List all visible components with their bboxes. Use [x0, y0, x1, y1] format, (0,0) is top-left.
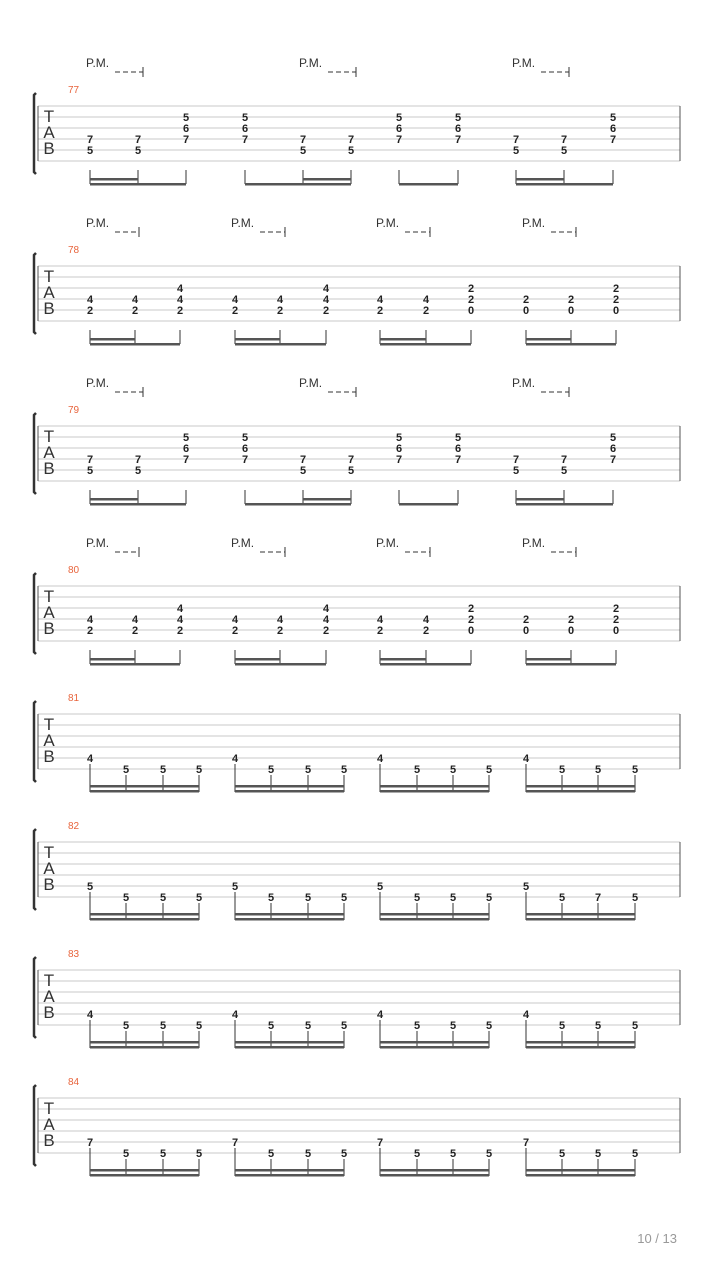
fret-number: 5	[413, 892, 421, 904]
staff-bracket	[34, 253, 36, 334]
fret-number: 2	[467, 614, 475, 626]
fret-number: 5	[267, 892, 275, 904]
fret-number: 5	[159, 1020, 167, 1032]
fret-number: 5	[560, 465, 568, 477]
beam-secondary	[90, 178, 138, 181]
beam-secondary	[516, 498, 564, 501]
tab-clef-letter: A	[43, 283, 55, 302]
fret-number: 5	[241, 112, 249, 124]
fret-number: 5	[267, 1020, 275, 1032]
fret-number: 0	[467, 305, 475, 317]
palm-mute-label: P.M.	[522, 216, 546, 230]
fret-number: 6	[609, 123, 617, 135]
beam-secondary	[90, 498, 138, 501]
fret-number: 7	[241, 134, 249, 146]
fret-number: 4	[176, 294, 184, 306]
fret-number: 2	[467, 283, 475, 295]
beam-primary	[380, 1041, 489, 1044]
beam-secondary	[235, 658, 280, 661]
staff-bracket	[34, 829, 36, 910]
fret-number: 7	[231, 1137, 239, 1149]
fret-number: 5	[485, 1020, 493, 1032]
fret-number: 4	[231, 294, 239, 306]
fret-number: 5	[454, 112, 462, 124]
tab-clef-letter: B	[43, 875, 55, 894]
fret-number: 7	[376, 1137, 384, 1149]
beam-secondary	[90, 790, 199, 793]
fret-number: 5	[395, 432, 403, 444]
measure-number: 79	[68, 405, 80, 416]
fret-number: 7	[395, 454, 403, 466]
fret-number: 5	[267, 764, 275, 776]
system-81	[34, 693, 680, 793]
fret-number: 4	[86, 753, 94, 765]
fret-number: 5	[182, 112, 190, 124]
fret-number: 5	[340, 764, 348, 776]
fret-number: 4	[131, 294, 139, 306]
fret-number: 5	[631, 764, 639, 776]
palm-mute-label: P.M.	[376, 536, 400, 550]
beam-primary	[526, 913, 635, 916]
fret-number: 5	[182, 432, 190, 444]
fret-number: 7	[454, 134, 462, 146]
fret-number: 5	[413, 1020, 421, 1032]
staff-bracket	[34, 701, 36, 782]
palm-mute-label: P.M.	[86, 536, 110, 550]
fret-number: 5	[304, 892, 312, 904]
fret-number: 2	[612, 294, 620, 306]
fret-number: 4	[376, 614, 384, 626]
fret-number: 6	[241, 123, 249, 135]
palm-mute-label: P.M.	[86, 216, 110, 230]
beam-primary	[526, 663, 616, 666]
fret-number: 5	[413, 764, 421, 776]
tab-clef-letter: A	[43, 731, 55, 750]
beam-primary	[90, 343, 180, 346]
measure-number: 81	[68, 693, 80, 704]
fret-number: 6	[395, 123, 403, 135]
tab-clef-letter: A	[43, 603, 55, 622]
beam-primary	[399, 503, 458, 506]
fret-number: 5	[241, 432, 249, 444]
fret-number: 7	[512, 134, 520, 146]
fret-number: 2	[567, 294, 575, 306]
fret-number: 6	[182, 443, 190, 455]
beam-secondary	[526, 1174, 635, 1177]
tab-clef-letter: T	[43, 427, 55, 446]
fret-number: 7	[594, 892, 602, 904]
beam-primary	[90, 183, 186, 186]
fret-number: 5	[86, 145, 94, 157]
fret-number: 7	[134, 134, 142, 146]
tab-clef-letter: B	[43, 619, 55, 638]
beam-secondary	[90, 1046, 199, 1049]
beam-secondary	[380, 790, 489, 793]
beam-primary	[235, 343, 326, 346]
fret-number: 0	[567, 625, 575, 637]
fret-number: 2	[467, 294, 475, 306]
fret-number: 4	[322, 294, 330, 306]
tab-clef-letter: T	[43, 107, 55, 126]
fret-number: 4	[86, 294, 94, 306]
fret-number: 0	[612, 625, 620, 637]
fret-number: 2	[612, 603, 620, 615]
beam-primary	[526, 785, 635, 788]
palm-mute-label: P.M.	[376, 216, 400, 230]
fret-number: 0	[612, 305, 620, 317]
fret-number: 5	[594, 1148, 602, 1160]
beam-primary	[380, 1169, 489, 1172]
fret-number: 4	[422, 294, 430, 306]
palm-mute-label: P.M.	[86, 56, 110, 70]
beam-primary	[516, 503, 613, 506]
fret-number: 4	[422, 614, 430, 626]
fret-number: 5	[449, 764, 457, 776]
fret-number: 5	[594, 1020, 602, 1032]
beam-secondary	[526, 338, 571, 341]
tab-clef-letter: B	[43, 459, 55, 478]
fret-number: 5	[485, 764, 493, 776]
fret-number: 5	[299, 145, 307, 157]
fret-number: 4	[276, 614, 284, 626]
beam-secondary	[235, 1174, 344, 1177]
beam-secondary	[526, 658, 571, 661]
fret-number: 5	[376, 881, 384, 893]
fret-number: 5	[512, 145, 520, 157]
fret-number: 7	[299, 134, 307, 146]
beam-secondary	[380, 338, 426, 341]
fret-number: 2	[376, 625, 384, 637]
fret-number: 5	[134, 145, 142, 157]
fret-number: 2	[567, 614, 575, 626]
beam-primary	[90, 785, 199, 788]
fret-number: 2	[522, 294, 530, 306]
fret-number: 4	[276, 294, 284, 306]
fret-number: 5	[609, 432, 617, 444]
beam-secondary	[526, 918, 635, 921]
fret-number: 5	[395, 112, 403, 124]
beam-primary	[380, 663, 471, 666]
fret-number: 5	[449, 1148, 457, 1160]
system-83	[34, 949, 680, 1049]
fret-number: 5	[485, 1148, 493, 1160]
fret-number: 2	[86, 625, 94, 637]
measure-number: 78	[68, 245, 80, 256]
fret-number: 5	[347, 145, 355, 157]
fret-number: 5	[122, 764, 130, 776]
fret-number: 7	[609, 454, 617, 466]
fret-number: 5	[304, 1148, 312, 1160]
fret-number: 5	[195, 1020, 203, 1032]
tab-clef-letter: B	[43, 299, 55, 318]
beam-secondary	[526, 1046, 635, 1049]
beam-primary	[235, 663, 326, 666]
beam-secondary	[235, 1046, 344, 1049]
beam-primary	[380, 343, 471, 346]
beam-primary	[235, 913, 344, 916]
beam-secondary	[380, 1174, 489, 1177]
fret-number: 7	[560, 454, 568, 466]
fret-number: 5	[454, 432, 462, 444]
fret-number: 4	[176, 283, 184, 295]
fret-number: 7	[347, 134, 355, 146]
fret-number: 4	[322, 283, 330, 295]
palm-mute-label: P.M.	[512, 376, 536, 390]
fret-number: 5	[195, 892, 203, 904]
fret-number: 4	[376, 753, 384, 765]
beam-secondary	[235, 338, 280, 341]
beam-primary	[245, 503, 351, 506]
tab-clef-letter: T	[43, 843, 55, 862]
measure-number: 77	[68, 85, 80, 96]
beam-secondary	[380, 1046, 489, 1049]
fret-number: 2	[86, 305, 94, 317]
fret-number: 5	[86, 881, 94, 893]
beam-primary	[526, 343, 616, 346]
fret-number: 2	[176, 625, 184, 637]
beam-secondary	[90, 918, 199, 921]
tab-clef-letter: A	[43, 1115, 55, 1134]
fret-number: 2	[276, 625, 284, 637]
fret-number: 5	[122, 1148, 130, 1160]
fret-number: 4	[231, 614, 239, 626]
system-82	[34, 821, 680, 921]
fret-number: 7	[241, 454, 249, 466]
fret-number: 7	[560, 134, 568, 146]
beam-primary	[90, 1169, 199, 1172]
fret-number: 5	[340, 1148, 348, 1160]
tab-clef-letter: T	[43, 587, 55, 606]
fret-number: 0	[467, 625, 475, 637]
fret-number: 5	[558, 892, 566, 904]
fret-number: 5	[159, 764, 167, 776]
fret-number: 7	[347, 454, 355, 466]
fret-number: 7	[609, 134, 617, 146]
fret-number: 0	[522, 625, 530, 637]
tab-clef-letter: B	[43, 747, 55, 766]
beam-primary	[90, 503, 186, 506]
palm-mute-label: P.M.	[522, 536, 546, 550]
beam-primary	[90, 663, 180, 666]
fret-number: 5	[594, 764, 602, 776]
staff-bracket	[34, 413, 36, 494]
fret-number: 4	[376, 1009, 384, 1021]
measure-number: 84	[68, 1077, 80, 1088]
staff-bracket	[34, 573, 36, 654]
tab-clef-letter: B	[43, 1003, 55, 1022]
palm-mute-label: P.M.	[512, 56, 536, 70]
fret-number: 2	[322, 305, 330, 317]
fret-number: 5	[609, 112, 617, 124]
fret-number: 2	[612, 614, 620, 626]
fret-number: 5	[231, 881, 239, 893]
beam-secondary	[90, 658, 135, 661]
fret-number: 5	[134, 465, 142, 477]
beam-primary	[380, 785, 489, 788]
tab-clef-letter: A	[43, 859, 55, 878]
fret-number: 4	[86, 614, 94, 626]
fret-number: 5	[122, 1020, 130, 1032]
fret-number: 7	[86, 134, 94, 146]
fret-number: 5	[299, 465, 307, 477]
palm-mute-label: P.M.	[231, 216, 255, 230]
tab-clef-letter: B	[43, 139, 55, 158]
beam-primary	[235, 1169, 344, 1172]
fret-number: 5	[267, 1148, 275, 1160]
fret-number: 2	[322, 625, 330, 637]
fret-number: 7	[86, 454, 94, 466]
beam-secondary	[303, 178, 351, 181]
fret-number: 5	[512, 465, 520, 477]
fret-number: 4	[522, 1009, 530, 1021]
beam-secondary	[380, 918, 489, 921]
tab-clef-letter: T	[43, 1099, 55, 1118]
fret-number: 5	[340, 892, 348, 904]
fret-number: 2	[176, 305, 184, 317]
fret-number: 5	[558, 1148, 566, 1160]
fret-number: 6	[454, 123, 462, 135]
fret-number: 5	[485, 892, 493, 904]
fret-number: 5	[340, 1020, 348, 1032]
fret-number: 7	[86, 1137, 94, 1149]
tab-clef-letter: T	[43, 971, 55, 990]
system-80	[34, 536, 680, 666]
system-77	[34, 56, 680, 186]
fret-number: 5	[122, 892, 130, 904]
beam-primary	[380, 913, 489, 916]
fret-number: 2	[612, 283, 620, 295]
fret-number: 4	[322, 614, 330, 626]
fret-number: 5	[304, 1020, 312, 1032]
fret-number: 5	[631, 1148, 639, 1160]
tab-clef-letter: A	[43, 443, 55, 462]
measure-number: 80	[68, 565, 80, 576]
palm-mute-label: P.M.	[231, 536, 255, 550]
fret-number: 5	[304, 764, 312, 776]
measure-number: 83	[68, 949, 80, 960]
fret-number: 5	[560, 145, 568, 157]
fret-number: 4	[231, 753, 239, 765]
system-78	[34, 216, 680, 346]
fret-number: 5	[413, 1148, 421, 1160]
fret-number: 2	[231, 625, 239, 637]
fret-number: 4	[322, 603, 330, 615]
fret-number: 5	[558, 1020, 566, 1032]
beam-secondary	[90, 338, 135, 341]
beam-primary	[235, 785, 344, 788]
tab-clef-letter: A	[43, 987, 55, 1006]
fret-number: 5	[347, 465, 355, 477]
fret-number: 0	[522, 305, 530, 317]
measure-number: 82	[68, 821, 80, 832]
tab-clef-letter: T	[43, 267, 55, 286]
beam-primary	[399, 183, 458, 186]
fret-number: 0	[567, 305, 575, 317]
fret-number: 2	[422, 625, 430, 637]
beam-secondary	[516, 178, 564, 181]
beam-primary	[90, 913, 199, 916]
fret-number: 7	[134, 454, 142, 466]
fret-number: 6	[395, 443, 403, 455]
fret-number: 7	[512, 454, 520, 466]
page-number: 10 / 13	[637, 1231, 677, 1246]
fret-number: 5	[159, 892, 167, 904]
fret-number: 4	[86, 1009, 94, 1021]
fret-number: 2	[131, 305, 139, 317]
beam-secondary	[235, 918, 344, 921]
beam-secondary	[235, 790, 344, 793]
beam-secondary	[90, 1174, 199, 1177]
fret-number: 6	[182, 123, 190, 135]
beam-primary	[245, 183, 351, 186]
fret-number: 5	[631, 1020, 639, 1032]
fret-number: 5	[86, 465, 94, 477]
fret-number: 4	[176, 614, 184, 626]
fret-number: 5	[195, 1148, 203, 1160]
fret-number: 2	[231, 305, 239, 317]
fret-number: 6	[241, 443, 249, 455]
fret-number: 5	[522, 881, 530, 893]
tab-clef-letter: A	[43, 123, 55, 142]
fret-number: 5	[449, 1020, 457, 1032]
fret-number: 2	[522, 614, 530, 626]
staff-bracket	[34, 93, 36, 174]
staff-bracket	[34, 1085, 36, 1166]
fret-number: 7	[299, 454, 307, 466]
fret-number: 5	[195, 764, 203, 776]
tab-clef-letter: T	[43, 715, 55, 734]
fret-number: 5	[558, 764, 566, 776]
fret-number: 5	[159, 1148, 167, 1160]
fret-number: 2	[376, 305, 384, 317]
fret-number: 6	[454, 443, 462, 455]
beam-primary	[516, 183, 613, 186]
fret-number: 7	[522, 1137, 530, 1149]
beam-primary	[90, 1041, 199, 1044]
fret-number: 6	[609, 443, 617, 455]
tab-clef-letter: B	[43, 1131, 55, 1150]
beam-primary	[526, 1041, 635, 1044]
fret-number: 7	[182, 454, 190, 466]
fret-number: 4	[376, 294, 384, 306]
fret-number: 7	[182, 134, 190, 146]
fret-number: 2	[131, 625, 139, 637]
fret-number: 4	[131, 614, 139, 626]
fret-number: 4	[231, 1009, 239, 1021]
beam-secondary	[303, 498, 351, 501]
beam-primary	[235, 1041, 344, 1044]
palm-mute-label: P.M.	[86, 376, 110, 390]
staff-bracket	[34, 957, 36, 1038]
system-84	[34, 1077, 680, 1177]
palm-mute-label: P.M.	[299, 56, 323, 70]
fret-number: 5	[449, 892, 457, 904]
system-79	[34, 376, 680, 506]
fret-number: 7	[454, 454, 462, 466]
fret-number: 5	[631, 892, 639, 904]
fret-number: 7	[395, 134, 403, 146]
beam-secondary	[380, 658, 426, 661]
palm-mute-label: P.M.	[299, 376, 323, 390]
fret-number: 4	[522, 753, 530, 765]
fret-number: 2	[422, 305, 430, 317]
fret-number: 4	[176, 603, 184, 615]
beam-primary	[526, 1169, 635, 1172]
fret-number: 2	[467, 603, 475, 615]
beam-secondary	[526, 790, 635, 793]
fret-number: 2	[276, 305, 284, 317]
